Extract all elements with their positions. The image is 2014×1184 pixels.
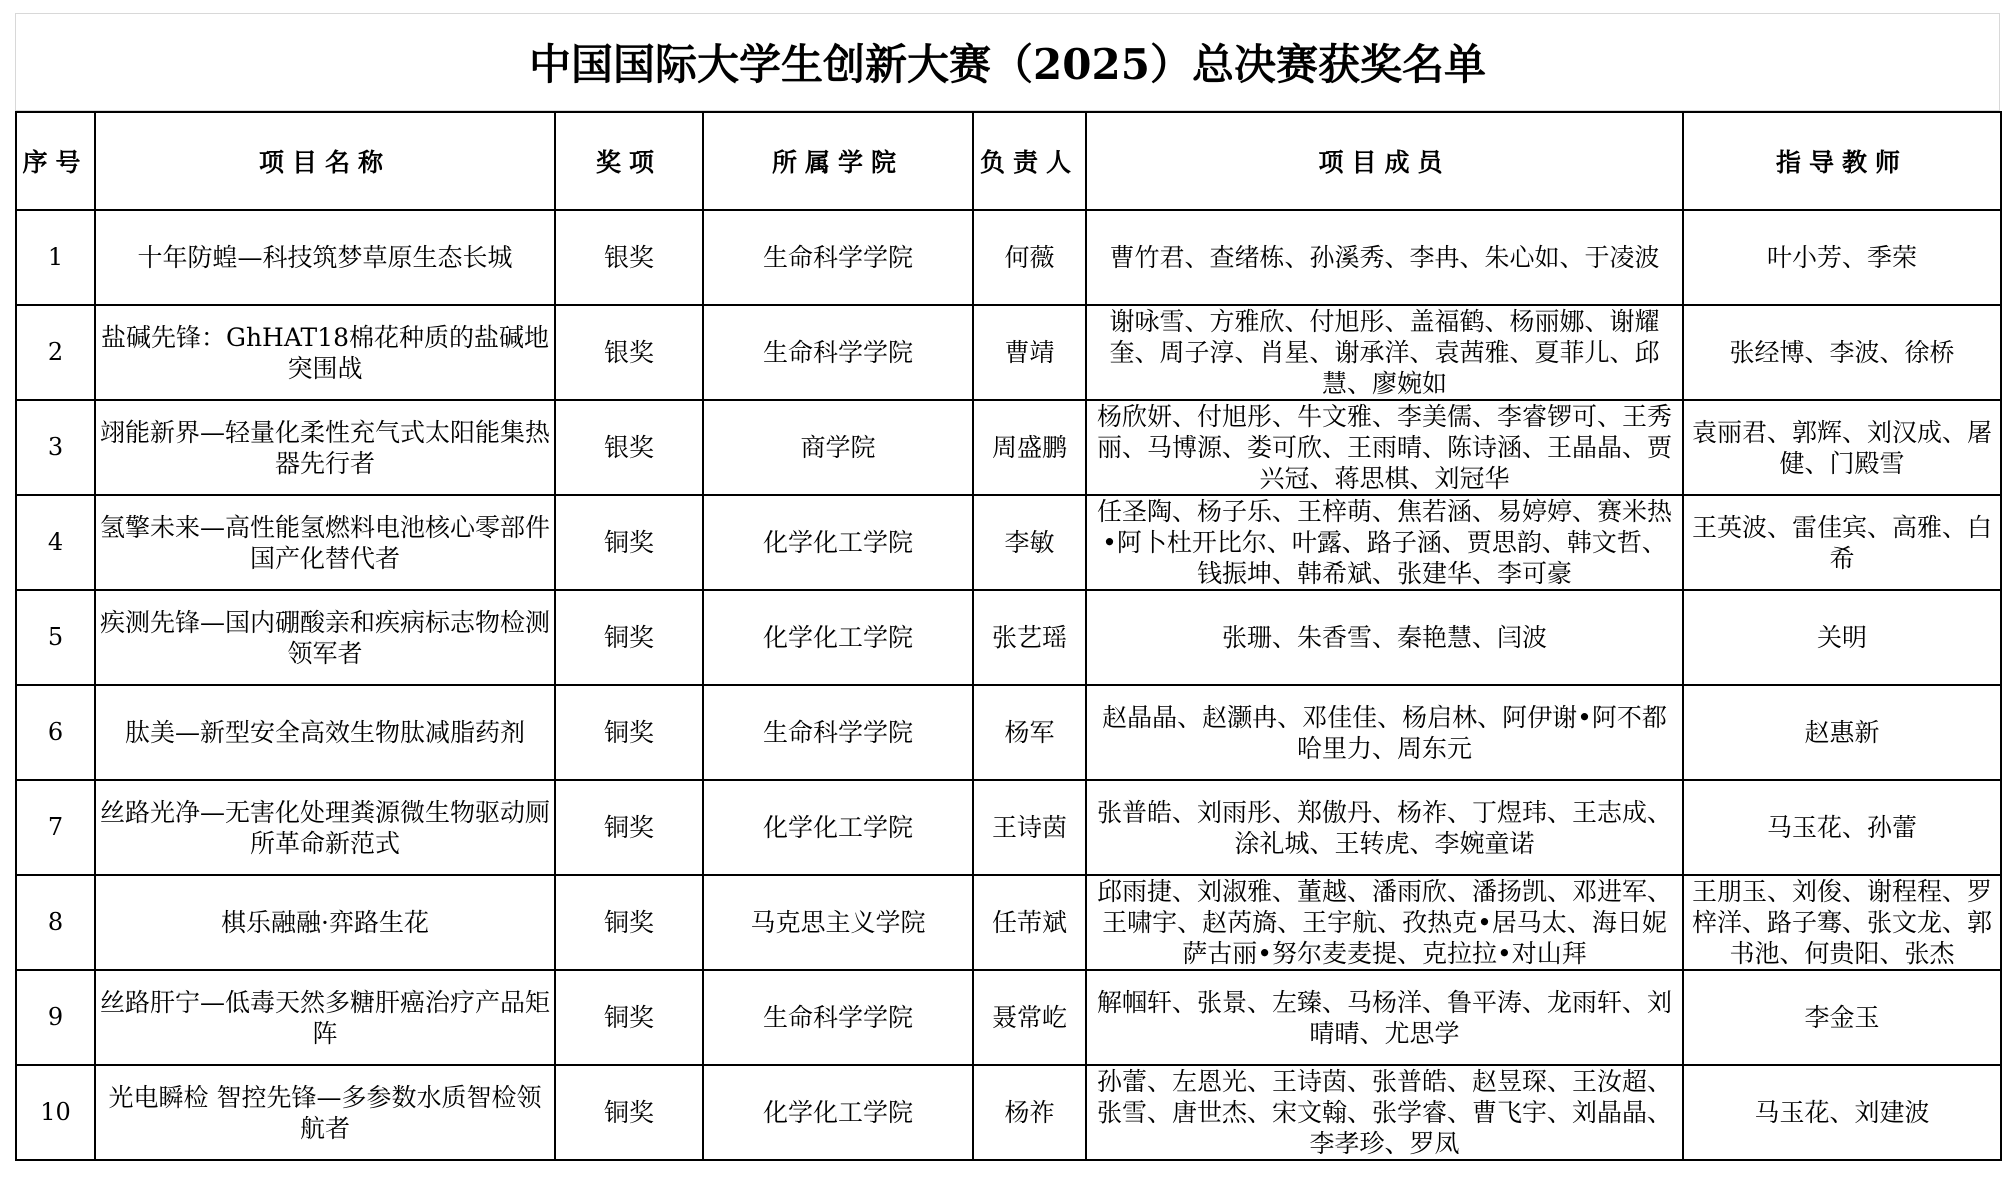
cell-leader: 杨祚 [973,1065,1086,1160]
cell-seq: 6 [16,685,95,780]
cell-project-name: 棋乐融融·弈路生花 [95,875,555,970]
header-advisor: 指导教师 [1683,112,2001,210]
header-award: 奖项 [555,112,703,210]
cell-seq: 4 [16,495,95,590]
cell-award: 银奖 [555,400,703,495]
cell-seq: 2 [16,305,95,400]
cell-leader: 张艺瑶 [973,590,1086,685]
cell-project-name: 氢擎未来—高性能氢燃料电池核心零部件国产化替代者 [95,495,555,590]
header-seq: 序号 [16,112,95,210]
cell-members: 孙蕾、左恩光、王诗茵、张普皓、赵昱琛、王汝超、张雪、唐世杰、宋文翰、张学睿、曹飞宇、刘晶晶、李孝珍、罗凤 [1086,1065,1683,1160]
cell-award: 铜奖 [555,590,703,685]
cell-award: 银奖 [555,305,703,400]
cell-award: 铜奖 [555,685,703,780]
cell-members: 张珊、朱香雪、秦艳慧、闫波 [1086,590,1683,685]
cell-college: 化学化工学院 [703,1065,973,1160]
header-row [16,112,2001,210]
cell-leader: 何薇 [973,210,1086,305]
cell-seq: 10 [16,1065,95,1160]
cell-project-name: 盐碱先锋：GhHAT18棉花种质的盐碱地突围战 [95,305,555,400]
cell-college: 化学化工学院 [703,495,973,590]
cell-members: 邱雨捷、刘淑雅、董越、潘雨欣、潘扬凯、邓进军、王啸宇、赵芮旖、王宇航、孜热克•居马太、海日妮萨古丽•努尔麦麦提、克拉拉•对山拜 [1086,875,1683,970]
header-leader: 负责人 [973,112,1086,210]
cell-award: 铜奖 [555,875,703,970]
cell-seq: 7 [16,780,95,875]
cell-members: 赵晶晶、赵灏冉、邓佳佳、杨启林、阿伊谢•阿不都哈里力、周东元 [1086,685,1683,780]
cell-project-name: 丝路光净—无害化处理粪源微生物驱动厕所革命新范式 [95,780,555,875]
cell-seq: 3 [16,400,95,495]
cell-advisor: 马玉花、孙蕾 [1683,780,2001,875]
cell-advisor: 赵惠新 [1683,685,2001,780]
cell-members: 张普皓、刘雨彤、郑傲丹、杨祚、丁煜玮、王志成、涂礼城、王转虎、李婉童诺 [1086,780,1683,875]
cell-project-name: 疾测先锋—国内硼酸亲和疾病标志物检测领军者 [95,590,555,685]
cell-advisor: 李金玉 [1683,970,2001,1065]
cell-project-name: 丝路肝宁—低毒天然多糖肝癌治疗产品矩阵 [95,970,555,1065]
table-row [16,780,2001,875]
cell-seq: 8 [16,875,95,970]
table-row [16,1065,2001,1160]
cell-advisor: 关明 [1683,590,2001,685]
cell-advisor: 王朋玉、刘俊、谢程程、罗梓洋、路子骞、张文龙、郭书池、何贵阳、张杰 [1683,875,2001,970]
table-row [16,400,2001,495]
cell-award: 铜奖 [555,780,703,875]
cell-members: 谢咏雪、方雅欣、付旭彤、盖福鹤、杨丽娜、谢耀奎、周子淳、肖星、谢承洋、袁茜雅、夏菲儿、邱慧、廖婉如 [1086,305,1683,400]
cell-members: 解帼轩、张景、左臻、马杨洋、鲁平涛、龙雨轩、刘晴晴、尤思学 [1086,970,1683,1065]
cell-college: 生命科学学院 [703,305,973,400]
cell-advisor: 张经博、李波、徐桥 [1683,305,2001,400]
cell-advisor: 袁丽君、郭辉、刘汉成、屠健、门殿雪 [1683,400,2001,495]
table-row [16,970,2001,1065]
table-row [16,685,2001,780]
cell-leader: 曹靖 [973,305,1086,400]
header-college: 所属学院 [703,112,973,210]
cell-seq: 1 [16,210,95,305]
header-members: 项目成员 [1086,112,1683,210]
cell-college: 马克思主义学院 [703,875,973,970]
table-row [16,495,2001,590]
cell-leader: 周盛鹏 [973,400,1086,495]
table-row [16,590,2001,685]
table-row [16,305,2001,400]
cell-members: 曹竹君、查绪栋、孙溪秀、李冉、朱心如、于凌波 [1086,210,1683,305]
cell-college: 生命科学学院 [703,685,973,780]
header-project-name: 项目名称 [95,112,555,210]
cell-college: 化学化工学院 [703,590,973,685]
cell-award: 铜奖 [555,495,703,590]
cell-college: 生命科学学院 [703,210,973,305]
cell-leader: 王诗茵 [973,780,1086,875]
cell-advisor: 王英波、雷佳宾、高雅、白希 [1683,495,2001,590]
cell-project-name: 光电瞬检 智控先锋—多参数水质智检领航者 [95,1065,555,1160]
cell-project-name: 肽美—新型安全高效生物肽减脂药剂 [95,685,555,780]
award-list-sheet [15,13,2000,1171]
table-row [16,875,2001,970]
cell-award: 银奖 [555,210,703,305]
cell-advisor: 马玉花、刘建波 [1683,1065,2001,1160]
cell-leader: 李敏 [973,495,1086,590]
cell-seq: 9 [16,970,95,1065]
cell-award: 铜奖 [555,1065,703,1160]
cell-leader: 聂常屹 [973,970,1086,1065]
cell-leader: 杨军 [973,685,1086,780]
cell-advisor: 叶小芳、季荣 [1683,210,2001,305]
page-title: 中国国际大学生创新大赛（2025）总决赛获奖名单 [15,13,2000,111]
award-table [15,111,2002,1161]
cell-project-name: 十年防蝗—科技筑梦草原生态长城 [95,210,555,305]
cell-college: 商学院 [703,400,973,495]
table-row [16,210,2001,305]
cell-leader: 任芾斌 [973,875,1086,970]
cell-members: 杨欣妍、付旭彤、牛文雅、李美儒、李睿锣可、王秀丽、马博源、娄可欣、王雨晴、陈诗涵、王晶晶、贾兴冠、蒋思棋、刘冠华 [1086,400,1683,495]
cell-members: 任圣陶、杨子乐、王梓萌、焦若涵、易婷婷、赛米热•阿卜杜开比尔、叶露、路子涵、贾思韵、韩文哲、钱振坤、韩希斌、张建华、李可豪 [1086,495,1683,590]
cell-college: 生命科学学院 [703,970,973,1065]
cell-college: 化学化工学院 [703,780,973,875]
cell-project-name: 翊能新界—轻量化柔性充气式太阳能集热器先行者 [95,400,555,495]
cell-seq: 5 [16,590,95,685]
cell-award: 铜奖 [555,970,703,1065]
